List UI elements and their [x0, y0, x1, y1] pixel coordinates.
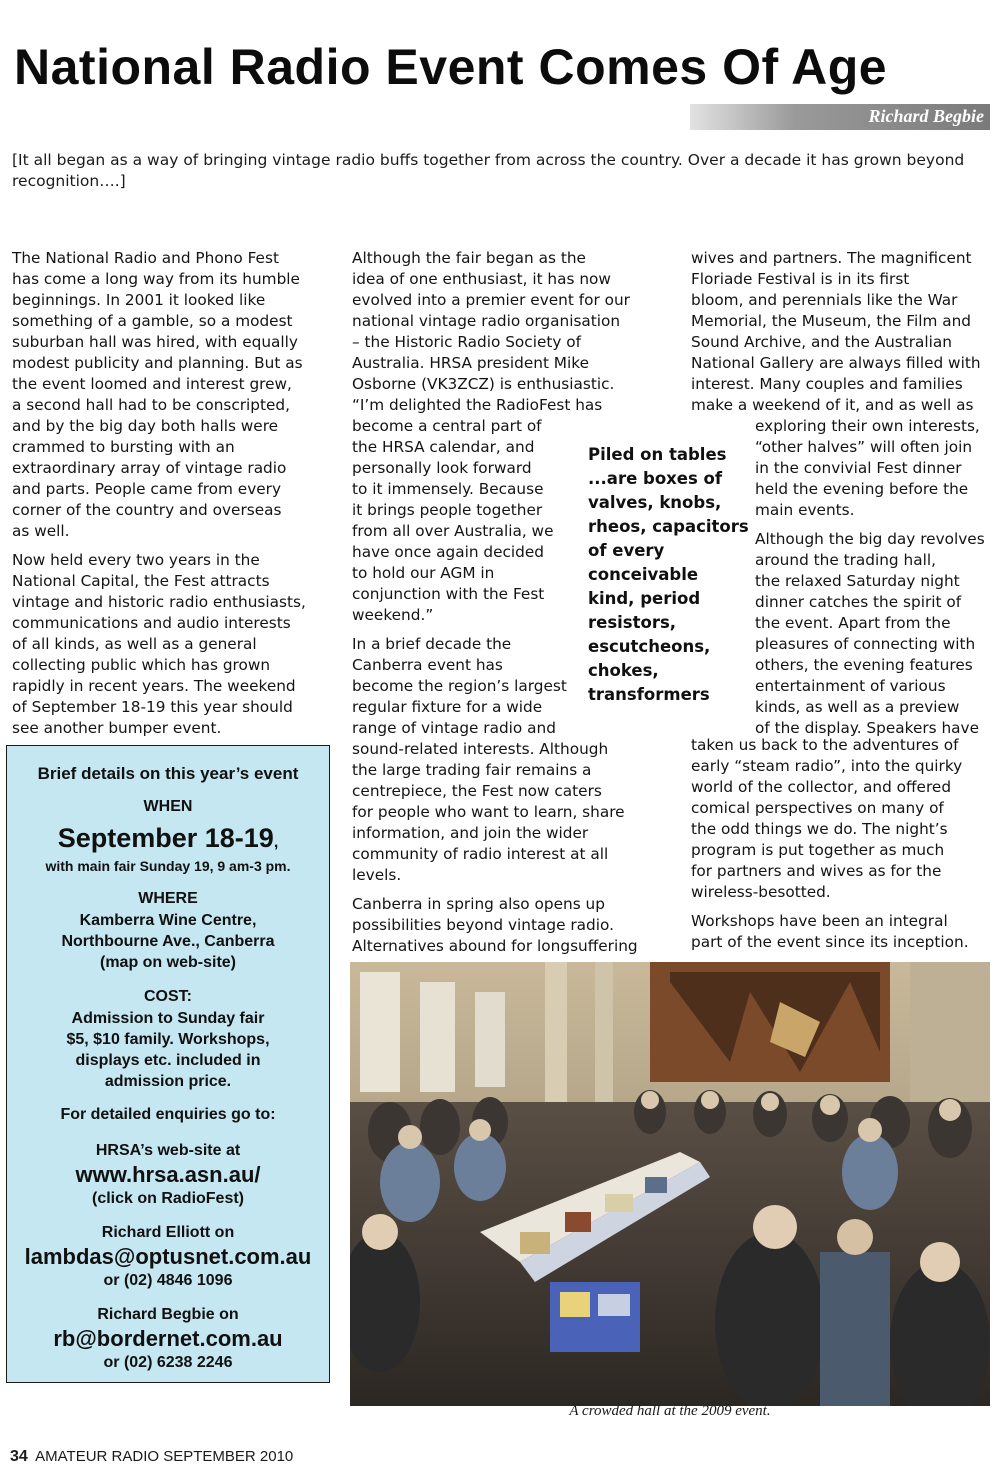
- enquiries-label: For detailed enquiries go to:: [60, 1106, 276, 1123]
- text-line: see another bumper event.: [12, 719, 222, 737]
- page-footer: [10, 1448, 293, 1466]
- text-line: Workshops have been an integral: [691, 912, 948, 930]
- contact2-name: Richard Begbie on: [97, 1306, 239, 1323]
- text-line: Canberra event has: [352, 656, 503, 674]
- text-line: evolved into a premier event for our: [352, 291, 630, 309]
- text-line: admission price.: [104, 1073, 232, 1090]
- text-line: modest publicity and planning. But as: [12, 354, 303, 372]
- text-line: transformers: [588, 685, 710, 704]
- text-line: have once again decided: [352, 543, 545, 561]
- text-line: community of radio interest at all: [352, 845, 609, 863]
- paragraph: [691, 735, 991, 903]
- text-line: of the display. Speakers have: [755, 719, 980, 737]
- text-line: has come a long way from its humble: [12, 270, 300, 288]
- text-line: entertainment of various: [755, 677, 946, 695]
- event-time: with main fair Sunday 19, 9 am-3 pm.: [45, 858, 291, 874]
- text-line: of September 18-19 this year should: [12, 698, 293, 716]
- contact1-phone: or (02) 4846 1096: [103, 1272, 233, 1289]
- text-line: something of a gamble, so a modest: [12, 312, 293, 330]
- text-line: “I’m delighted the RadioFest has: [352, 396, 603, 414]
- column-3-lower: [691, 735, 991, 961]
- text-line: become a central part of: [352, 417, 542, 435]
- text-line: centrepiece, the Fest now caters: [352, 782, 602, 800]
- venue-address: [7, 910, 329, 973]
- text-line: information, and join the wider: [352, 824, 589, 842]
- paragraph: [12, 550, 332, 739]
- text-line: national vintage radio organisation: [352, 312, 621, 330]
- text-line: idea of one enthusiast, it has now: [352, 270, 611, 288]
- text-line: program is put together as much: [691, 841, 945, 859]
- text-line: vintage and historic radio enthusiasts,: [12, 593, 306, 611]
- text-line: In a brief decade the: [352, 635, 512, 653]
- crowded-hall-photo: [350, 962, 990, 1406]
- page-number: 34: [10, 1448, 28, 1465]
- column-3: [691, 248, 991, 416]
- article-intro: [It all began as a way of bringing vintage radio buffs together from across the country. Over a decade it has grown beyond recognition….]: [12, 151, 965, 190]
- text-line: to it immensely. Because: [352, 480, 544, 498]
- text-line: Admission to Sunday fair: [71, 1010, 265, 1027]
- event-date: September 18-19: [57, 823, 274, 853]
- text-line: collecting public which has grown: [12, 656, 271, 674]
- text-line: range of vintage radio and: [352, 719, 556, 737]
- text-line: escutcheons,: [588, 637, 711, 656]
- text-line: “other halves” will often join: [755, 438, 973, 456]
- text-line: conceivable: [588, 565, 699, 584]
- photo-caption: A crowded hall at the 2009 event.: [569, 1403, 771, 1419]
- text-line: Canberra in spring also opens up: [352, 895, 605, 913]
- text-line: the HRSA calendar, and: [352, 438, 535, 456]
- article-title: National Radio Event Comes Of Age: [14, 39, 888, 95]
- text-line: extraordinary array of vintage radio: [12, 459, 287, 477]
- text-line: around the trading hall,: [755, 551, 936, 569]
- text-line: Osborne (VK3ZCZ) is enthusiastic.: [352, 375, 615, 393]
- text-line: Floriade Festival is in its first: [691, 270, 910, 288]
- text-line: of every: [588, 541, 665, 560]
- author-name: Richard Begbie: [868, 106, 984, 126]
- text-line: the relaxed Saturday night: [755, 572, 960, 590]
- text-line: crammed to bursting with an: [12, 438, 235, 456]
- text-line: wives and partners. The magnificent: [691, 249, 972, 267]
- text-line: and by the big day both halls were: [12, 417, 279, 435]
- text-line: it brings people together: [352, 501, 543, 519]
- text-line: early “steam radio”, into the quirky: [691, 757, 963, 775]
- magazine-issue: AMATEUR RADIO SEPTEMBER 2010: [35, 1448, 294, 1465]
- paragraph: [755, 416, 995, 521]
- text-line: kinds, as well as a preview: [755, 698, 960, 716]
- text-line: The National Radio and Phono Fest: [12, 249, 279, 267]
- column-1: [12, 248, 332, 747]
- text-line: world of the collector, and offered: [691, 778, 952, 796]
- text-line: $5, $10 family. Workshops,: [66, 1031, 270, 1048]
- text-line: the odd things we do. The night’s: [691, 820, 948, 838]
- text-line: and parts. People came from every: [12, 480, 282, 498]
- when-label: WHEN: [143, 798, 193, 815]
- paragraph: [691, 911, 991, 953]
- text-line: conjunction with the Fest: [352, 585, 545, 603]
- text-line: make a weekend of it, and as well as: [691, 396, 974, 414]
- text-line: – the Historic Radio Society of: [352, 333, 582, 351]
- text-line: Alternatives abound for longsuffering: [352, 937, 638, 955]
- text-line: the event. Apart from the: [755, 614, 951, 632]
- pull-quote: [588, 443, 753, 707]
- text-line: levels.: [352, 866, 402, 884]
- text-line: bloom, and perennials like the War: [691, 291, 958, 309]
- text-line: pleasures of connecting with: [755, 635, 976, 653]
- paragraph: [352, 894, 652, 957]
- text-line: possibilities beyond vintage radio.: [352, 916, 614, 934]
- text-line: for people who want to learn, share: [352, 803, 625, 821]
- text-line: Now held every two years in the: [12, 551, 260, 569]
- contact1-email[interactable]: lambdas@optusnet.com.au: [24, 1244, 312, 1269]
- text-line: National Gallery are always filled with: [691, 354, 981, 372]
- paragraph: [691, 248, 991, 416]
- text-line: Australia. HRSA president Mike: [352, 354, 589, 372]
- website-link[interactable]: www.hrsa.asn.au/: [75, 1162, 261, 1187]
- text-line: Sound Archive, and the Australian: [691, 333, 952, 351]
- box-heading: Brief details on this year’s event: [37, 764, 299, 783]
- text-line: of all kinds, as well as a general: [12, 635, 257, 653]
- text-line: the large trading fair remains a: [352, 761, 592, 779]
- text-line: communications and audio interests: [12, 614, 291, 632]
- text-line: Piled on tables: [588, 445, 727, 464]
- text-line: Memorial, the Museum, the Film and: [691, 312, 972, 330]
- cost-label: COST:: [144, 988, 192, 1005]
- text-line: dinner catches the spirit of: [755, 593, 962, 611]
- website-intro: HRSA’s web-site at: [95, 1142, 241, 1159]
- text-line: others, the evening features: [755, 656, 973, 674]
- text-line: exploring their own interests,: [755, 417, 980, 435]
- text-line: ...are boxes of: [588, 469, 723, 488]
- text-line: Kamberra Wine Centre,: [79, 912, 257, 929]
- text-line: interest. Many couples and families: [691, 375, 963, 393]
- text-line: main events.: [755, 501, 855, 519]
- text-line: from all over Australia, we: [352, 522, 554, 540]
- text-line: in the convivial Fest dinner: [755, 459, 962, 477]
- text-line: displays etc. included in: [75, 1052, 261, 1069]
- text-line: a second hall had to be conscripted,: [12, 396, 291, 414]
- text-line: rheos, capacitors: [588, 517, 749, 536]
- contact2-email[interactable]: rb@bordernet.com.au: [53, 1326, 283, 1351]
- text-line: corner of the country and overseas: [12, 501, 282, 519]
- contact1-name: Richard Elliott on: [101, 1224, 235, 1241]
- text-line: Although the big day revolves: [755, 530, 985, 548]
- text-line: sound-related interests. Although: [352, 740, 609, 758]
- text-line: part of the event since its inception.: [691, 933, 969, 951]
- text-line: held the evening before the: [755, 480, 969, 498]
- paragraph: [12, 248, 332, 542]
- paragraph: [755, 529, 995, 739]
- text-line: wireless-besotted.: [691, 883, 831, 901]
- author-byline: [690, 104, 990, 130]
- text-line: Northbourne Ave., Canberra: [61, 933, 275, 950]
- text-line: comical perspectives on many of: [691, 799, 944, 817]
- text-line: (map on web-site): [99, 954, 236, 971]
- text-line: personally look forward: [352, 459, 532, 477]
- text-line: rapidly in recent years. The weekend: [12, 677, 296, 695]
- contact2-phone: or (02) 6238 2246: [103, 1354, 233, 1371]
- text-line: to hold our AGM in: [352, 564, 495, 582]
- text-line: as well.: [12, 522, 70, 540]
- text-line: weekend.”: [352, 606, 434, 624]
- text-line: resistors,: [588, 613, 677, 632]
- text-line: the event loomed and interest grew,: [12, 375, 292, 393]
- text-line: regular fixture for a wide: [352, 698, 543, 716]
- column-3-indented-a: [755, 416, 995, 739]
- cost-details: [7, 1008, 329, 1092]
- text-line: chokes,: [588, 661, 659, 680]
- text-line: kind, period: [588, 589, 701, 608]
- website-note: (click on RadioFest): [91, 1190, 245, 1207]
- text-line: become the region’s largest: [352, 677, 567, 695]
- text-line: taken us back to the adventures of: [691, 736, 959, 754]
- where-label: WHERE: [138, 890, 198, 907]
- text-line: Although the fair began as the: [352, 249, 586, 267]
- text-line: suburban hall was hired, with equally: [12, 333, 298, 351]
- date-comma: ,: [273, 834, 279, 851]
- event-details-box: [6, 745, 330, 1383]
- text-line: beginnings. In 2001 it looked like: [12, 291, 266, 309]
- text-line: valves, knobs,: [588, 493, 722, 512]
- text-line: for partners and wives as for the: [691, 862, 942, 880]
- text-line: National Capital, the Fest attracts: [12, 572, 270, 590]
